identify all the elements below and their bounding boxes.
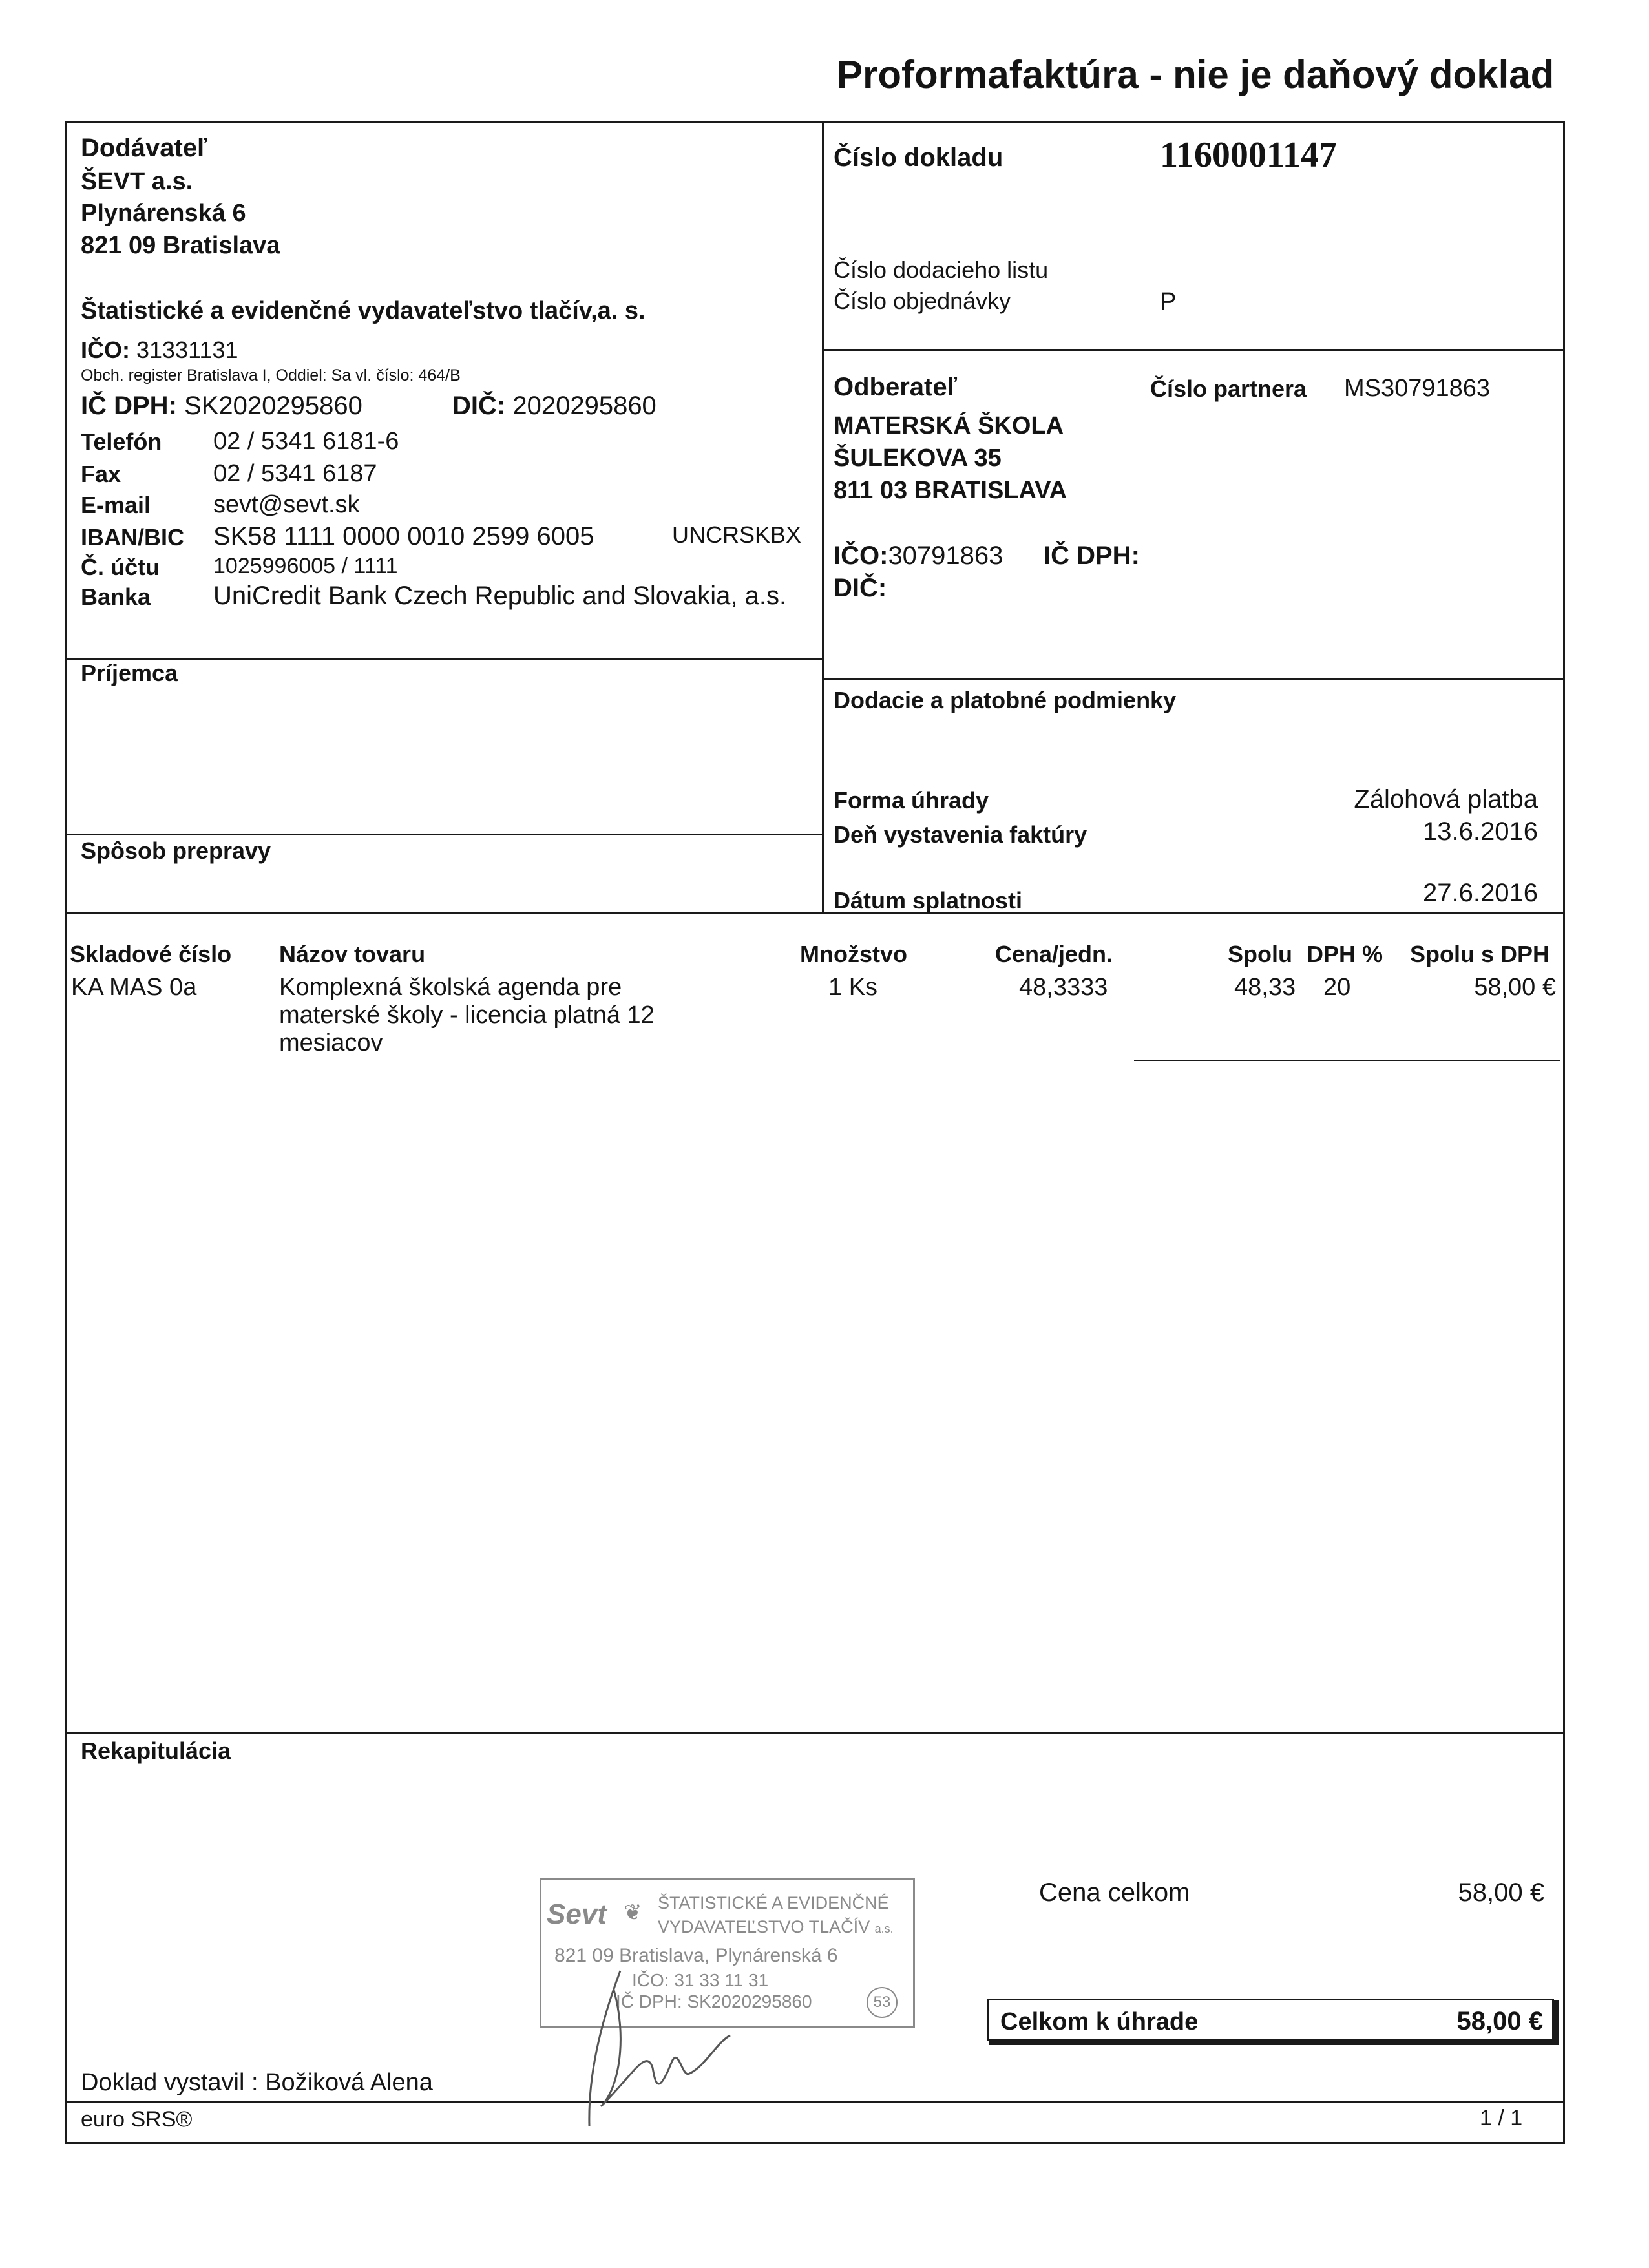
supplier-dic-label: DIČ: xyxy=(452,392,506,420)
due-date-label: Dátum splatnosti xyxy=(834,887,1023,914)
partner-label: Číslo partnera xyxy=(1150,375,1307,402)
amount-due-value: 58,00 € xyxy=(1456,2007,1543,2035)
supplier-fax-label: Fax xyxy=(81,461,121,487)
page-number: 1 / 1 xyxy=(1480,2106,1523,2130)
supplier-icdph-label: IČ DPH: xyxy=(81,392,177,420)
customer-ico-label: IČO: xyxy=(834,541,888,570)
row-name-line1: Komplexná školská agenda pre xyxy=(279,974,622,1001)
payment-label: Forma úhrady xyxy=(834,787,989,814)
supplier-bank-label: Banka xyxy=(81,583,151,610)
supplier-bank: UniCredit Bank Czech Republic and Slovakia, a.s. xyxy=(213,582,787,610)
supplier-phone: 02 / 5341 6181-6 xyxy=(213,428,399,455)
issued-by: Doklad vystavil : Božiková Alena xyxy=(81,2069,433,2096)
supplier-account-label: Č. účtu xyxy=(81,554,160,580)
customer-ico: 30791863 xyxy=(888,541,1003,570)
order-value: P xyxy=(1160,288,1177,315)
header-name: Názov tovaru xyxy=(279,941,426,967)
header-unit-price: Cena/jedn. xyxy=(995,941,1113,967)
supplier-email-label: E-mail xyxy=(81,492,151,518)
stamp-brand: Sevt xyxy=(547,1898,607,1930)
row-unit-price: 48,3333 xyxy=(1019,974,1108,1001)
row-total-vat: 58,00 € xyxy=(1474,974,1556,1001)
header-sku: Skladové číslo xyxy=(70,941,232,967)
payment-value: Zálohová platba xyxy=(1354,785,1538,814)
stamp-line2: VYDAVATEĽSTVO TLAČÍV xyxy=(658,1917,870,1937)
supplier-ico-label: IČO: xyxy=(81,337,130,363)
stamp-leaf-icon: ❦ xyxy=(624,1900,642,1925)
row-sku: KA MAS 0a xyxy=(71,974,197,1001)
supplier-phone-label: Telefón xyxy=(81,428,162,455)
header-total: Spolu xyxy=(1228,941,1292,967)
stamp-line3: 821 09 Bratislava, Plynárenská 6 xyxy=(554,1945,838,1966)
customer-heading: Odberateľ xyxy=(834,373,958,401)
customer-dic-label: DIČ: xyxy=(834,574,887,602)
row-name-line3: mesiacov xyxy=(279,1029,383,1056)
terms-heading: Dodacie a platobné podmienky xyxy=(834,687,1177,713)
stamp-line5: IČ DPH: SK2020295860 xyxy=(616,1991,812,2011)
transport-label: Spôsob prepravy xyxy=(81,837,271,864)
supplier-fax: 02 / 5341 6187 xyxy=(213,460,377,487)
supplier-iban: SK58 1111 0000 0010 2599 6005 xyxy=(213,522,594,551)
row-qty: 1 Ks xyxy=(828,974,878,1001)
summary-heading: Rekapitulácia xyxy=(81,1738,231,1764)
issue-date-label: Deň vystavenia faktúry xyxy=(834,821,1087,848)
supplier-bic: UNCRSKBX xyxy=(672,521,802,548)
amount-due-label: Celkom k úhrade xyxy=(1000,2008,1199,2035)
document-title: Proformafaktúra - nie je daňový doklad xyxy=(837,53,1555,96)
document-number-label: Číslo dokladu xyxy=(834,143,1003,172)
supplier-heading: Dodávateľ xyxy=(81,134,207,162)
delivery-note-label: Číslo dodacieho listu xyxy=(834,257,1049,283)
issue-date-value: 13.6.2016 xyxy=(1423,817,1538,846)
customer-street: ŠULEKOVA 35 xyxy=(834,445,1002,472)
row-vat: 20 xyxy=(1323,974,1351,1001)
supplier-ico: 31331131 xyxy=(136,337,238,363)
stamp-line4: IČO: 31 33 11 31 xyxy=(632,1970,769,1990)
customer-icdph-label: IČ DPH: xyxy=(1044,541,1140,570)
due-date-value: 27.6.2016 xyxy=(1423,879,1538,907)
recipient-label: Príjemca xyxy=(81,660,178,686)
supplier-city: 821 09 Bratislava xyxy=(81,232,280,259)
supplier-register: Obch. register Bratislava I, Oddiel: Sa vl. číslo: 464/B xyxy=(81,366,461,384)
supplier-account: 1025996005 / 1111 xyxy=(213,554,398,578)
total-value: 58,00 € xyxy=(1458,1878,1544,1907)
document-number: 1160001147 xyxy=(1160,135,1337,175)
supplier-icdph: SK2020295860 xyxy=(184,392,362,420)
stamp-line2-suffix: a.s. xyxy=(874,1922,894,1935)
total-label: Cena celkom xyxy=(1039,1878,1190,1907)
supplier-iban-label: IBAN/BIC xyxy=(81,524,184,551)
row-total: 48,33 xyxy=(1234,974,1296,1001)
signature xyxy=(575,1945,743,2139)
customer-name: MATERSKÁ ŠKOLA xyxy=(834,412,1064,439)
supplier-email: sevt@sevt.sk xyxy=(213,491,360,518)
stamp-line1: ŠTATISTICKÉ A EVIDENČNÉ xyxy=(658,1893,889,1913)
header-total-vat: Spolu s DPH xyxy=(1410,941,1550,967)
supplier-dic: 2020295860 xyxy=(512,392,656,420)
partner-value: MS30791863 xyxy=(1344,375,1491,402)
stamp-number: 53 xyxy=(867,1987,898,2018)
supplier-full-name: Štatistické a evidenčné vydavateľstvo tlačív,a. s. xyxy=(81,297,646,324)
header-vat: DPH % xyxy=(1307,941,1383,967)
supplier-street: Plynárenská 6 xyxy=(81,200,246,227)
row-name-line2: materské školy - licencia platná 12 xyxy=(279,1002,655,1029)
order-label: Číslo objednávky xyxy=(834,288,1011,314)
header-qty: Množstvo xyxy=(800,941,907,967)
footer-software: euro SRS® xyxy=(81,2107,193,2132)
customer-city: 811 03 BRATISLAVA xyxy=(834,477,1067,504)
supplier-name: ŠEVT a.s. xyxy=(81,168,193,195)
